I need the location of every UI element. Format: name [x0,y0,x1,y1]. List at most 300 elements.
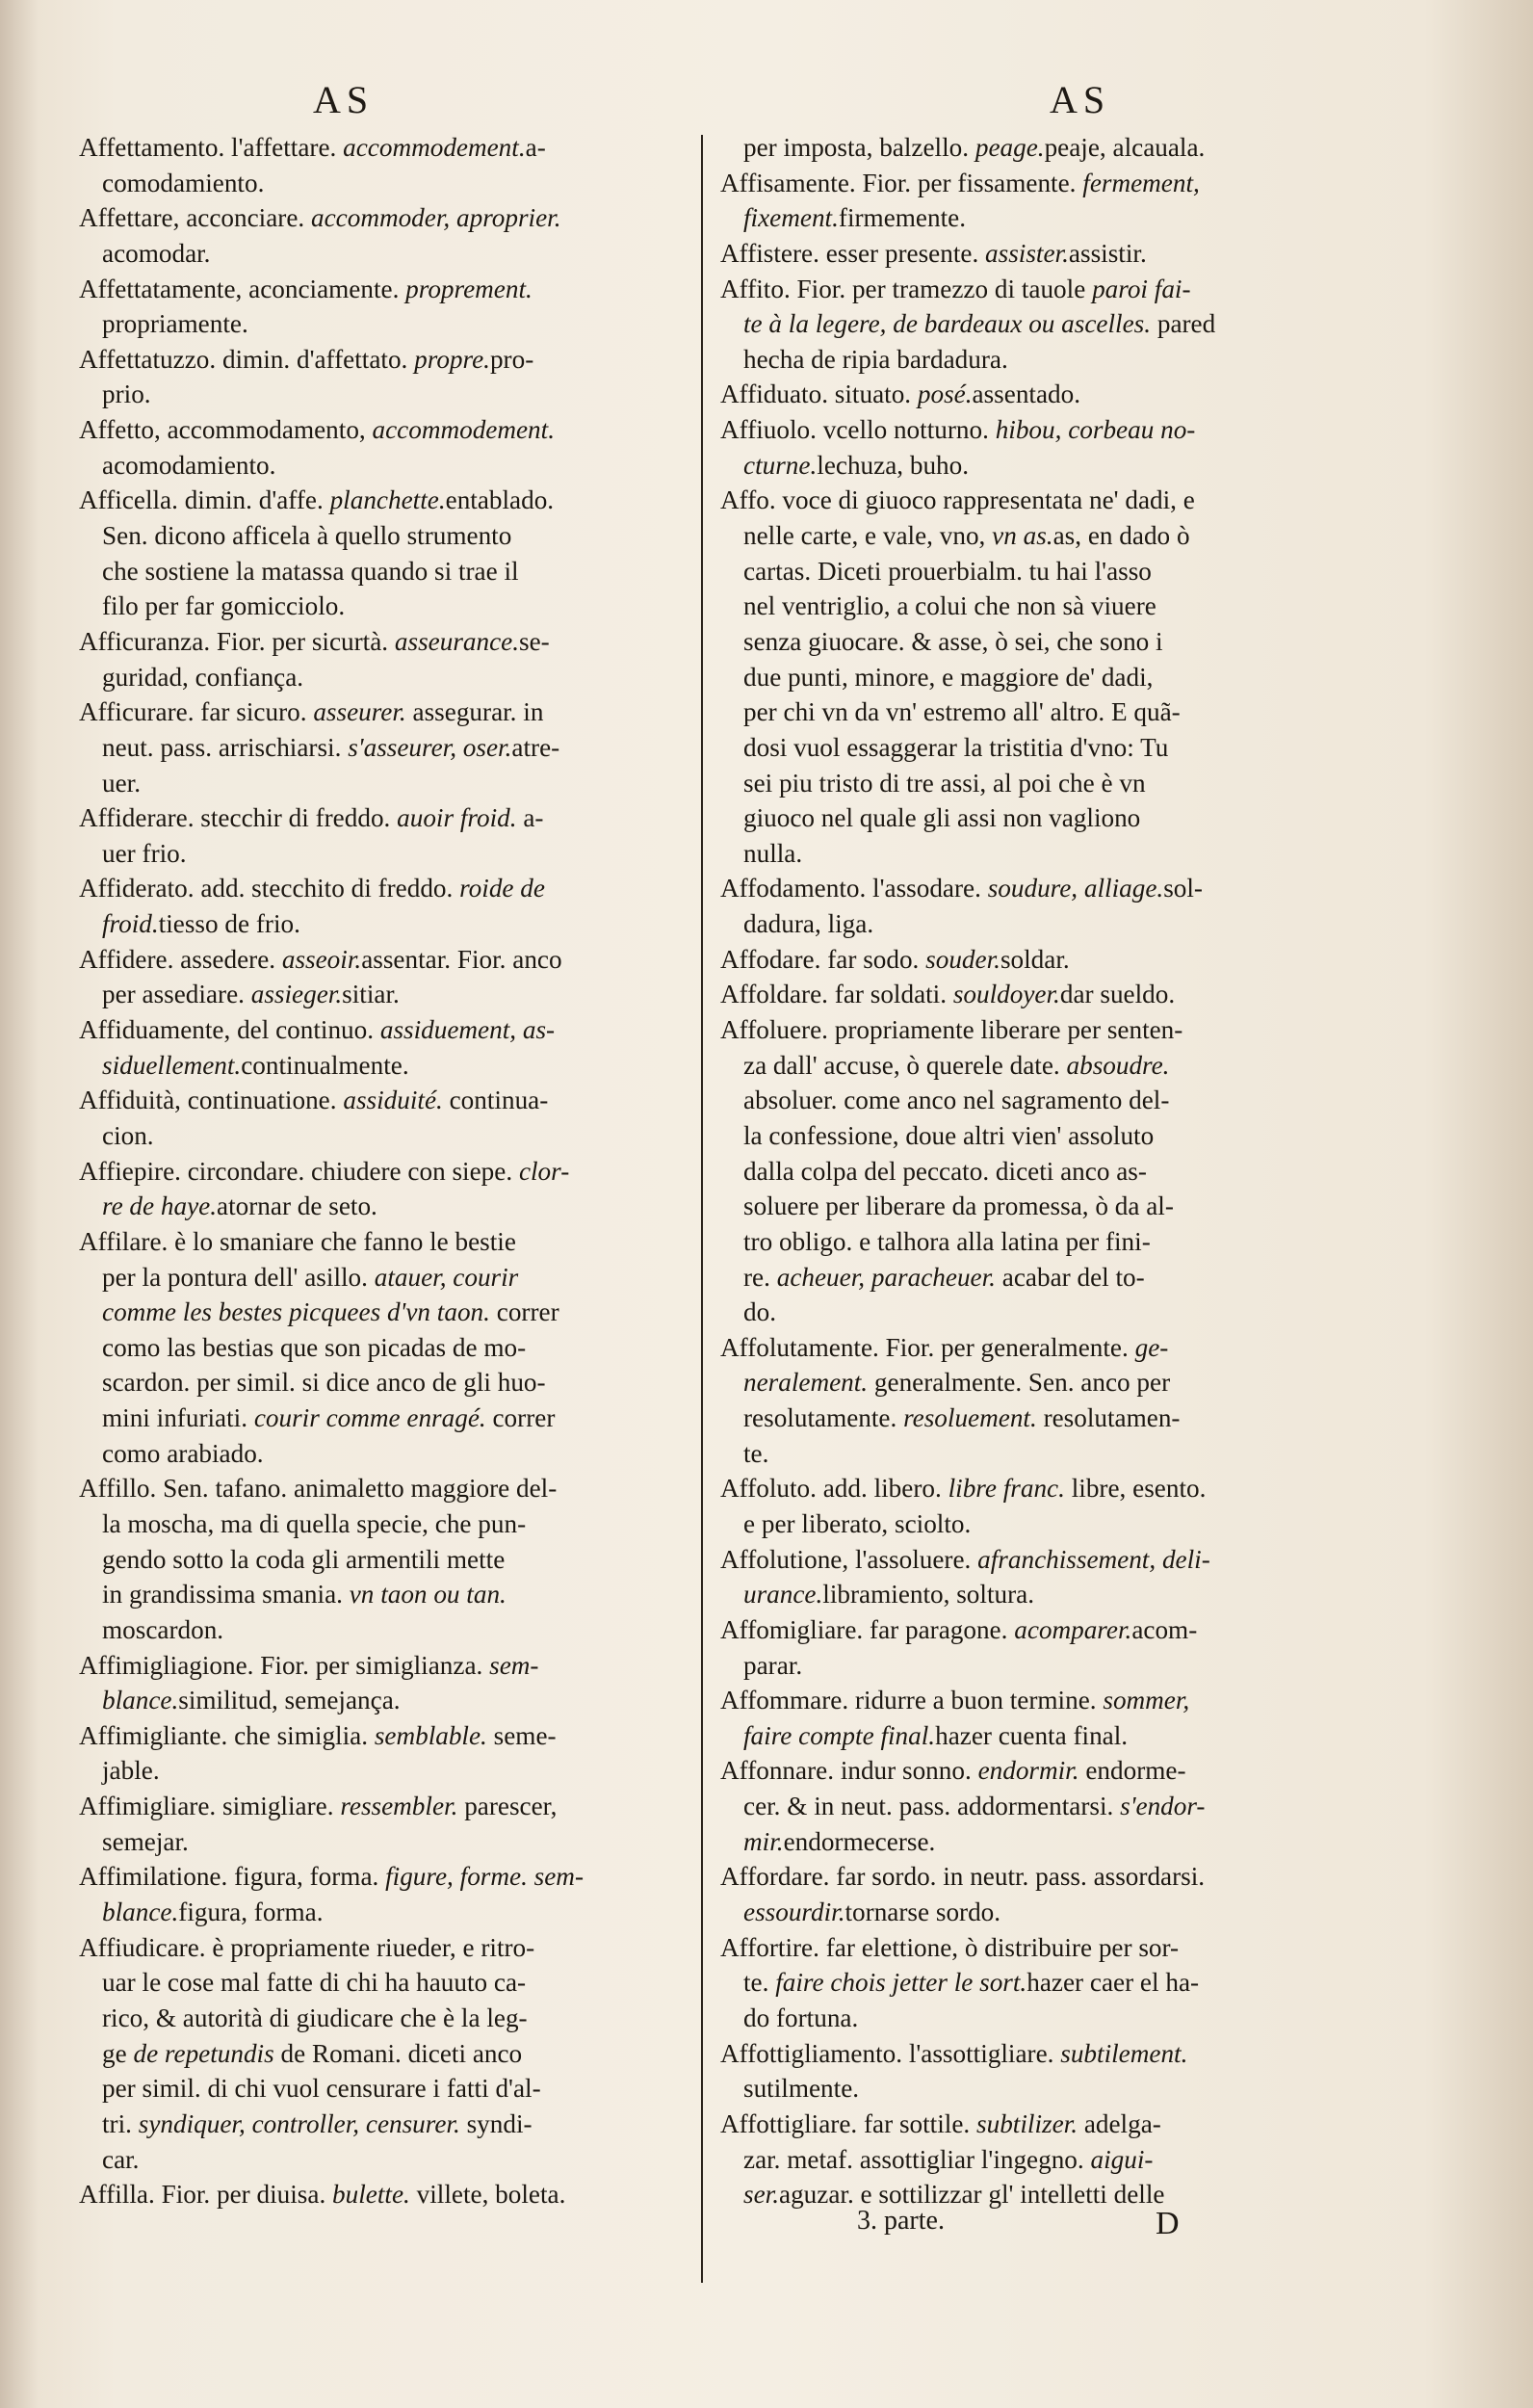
line-text: uer. [102,768,142,798]
line-text: in grandissima smania. [102,1580,350,1610]
dictionary-line [720,942,1356,978]
line-text: Affito. Fior. per tramezzo di tauole [720,274,1093,303]
line-rest: atornar de seto. [217,1191,377,1221]
line-text: Affisamente. Fior. per fissamente. [720,168,1083,197]
dictionary-line [720,589,1356,624]
dictionary-line [79,1154,715,1190]
line-rest: continua- [442,1086,549,1115]
line-rest: sitiar. [342,980,400,1009]
line-text: Afficuranza. Fior. per sicurtà. [79,626,395,656]
dictionary-line [720,906,1356,942]
line-rest: libre, esento. [1064,1474,1207,1504]
line-text: Affimigliante. che simiglia. [79,1720,375,1750]
dictionary-line [720,342,1356,378]
line-text: Affoluto. add. libero. [720,1474,948,1504]
french-equivalent: ser. [743,2180,780,2210]
dictionary-line [79,1859,715,1895]
line-text: do. [743,1297,776,1327]
dictionary-line [79,2142,715,2178]
dictionary-line [79,1118,715,1154]
french-equivalent: s'asseurer, oser. [348,732,512,762]
line-text: per chi vn da vn' estremo all' altro. E quã- [743,697,1181,727]
dictionary-line [720,2107,1356,2142]
line-rest: tornarse sordo. [844,1898,1001,1927]
dictionary-line [720,2142,1356,2178]
dictionary-line [720,1400,1356,1436]
french-equivalent: subtilizer. [976,2108,1078,2138]
dictionary-line [79,1930,715,1966]
line-rest: as, en dado ò [1052,521,1190,551]
line-rest: acom- [1131,1614,1198,1644]
french-equivalent: hibou, corbeau no- [995,415,1196,445]
dictionary-line [720,448,1356,484]
french-equivalent: ressembler. [340,1792,458,1821]
dictionary-line [720,1930,1356,1966]
dictionary-line [79,2071,715,2107]
french-equivalent: soudure, alliage. [987,874,1164,903]
dictionary-line [720,1012,1356,1048]
dictionary-line [79,554,715,589]
line-text: Affommare. ridurre a buon termine. [720,1686,1104,1715]
french-equivalent: comme les bestes picquees d'vn taon. [102,1297,490,1327]
line-rest: aguzar. e sottilizzar gl' intelletti delle [779,2180,1165,2210]
dictionary-line [720,306,1356,342]
french-equivalent: blance. [102,1898,179,1927]
dictionary-line [79,1895,715,1930]
line-text: Affimigliare. simigliare. [79,1792,341,1821]
line-text: absoluer. come anco nel sagramento del- [743,1086,1170,1115]
dictionary-line [79,1471,715,1506]
line-text: gendo sotto la coda gli armentili mette [102,1544,506,1574]
dictionary-line [720,236,1356,272]
line-rest: seme- [486,1720,557,1750]
line-text: uer frio. [102,838,187,868]
dictionary-line [720,624,1356,660]
dictionary-line [79,1330,715,1366]
dictionary-line [79,1365,715,1400]
french-equivalent: roide de [459,874,545,903]
french-equivalent: essourdir. [743,1898,845,1927]
dictionary-line [79,1683,715,1718]
line-text: Affilla. Fior. per diuisa. [79,2180,333,2210]
line-text: Affolutamente. Fior. per generalmente. [720,1332,1135,1362]
french-equivalent: paroi fai- [1092,274,1191,303]
dictionary-line [720,1577,1356,1612]
line-text: Affodare. far sodo. [720,944,926,974]
dictionary-line [79,1753,715,1789]
line-text: neut. pass. arrischiarsi. [102,732,349,762]
dictionary-line [79,1789,715,1824]
french-equivalent: asseoir. [281,944,362,974]
line-text: Affilare. è lo smaniare che fanno le bestie [79,1226,516,1256]
dictionary-line [720,1330,1356,1366]
line-text: soluere per liberare da promessa, ò da al- [743,1191,1174,1221]
line-text: como las bestias que son picadas de mo- [102,1332,527,1362]
line-text: car. [102,2144,140,2174]
line-text: e per liberato, sciolto. [743,1508,972,1538]
dictionary-line [79,2001,715,2036]
french-equivalent: asseurer. [313,697,406,727]
line-text: Affettare, acconciare. [79,203,311,233]
line-rest: syndi- [459,2108,533,2138]
line-text: do fortuna. [743,2002,859,2032]
dictionary-line [79,272,715,307]
line-rest: similitud, semejança. [178,1686,401,1715]
gathering-letter: D [1156,2206,1180,2241]
dictionary-line [79,800,715,836]
line-rest: sol- [1163,874,1203,903]
line-text: Affidere. assedere. [79,944,282,974]
line-rest: libramiento, soltura. [822,1580,1035,1610]
line-text: rico, & autorità di giudicare che è la leg- [102,2002,528,2032]
running-head-left: AS [313,78,375,121]
line-text: per assediare. [102,980,251,1009]
french-equivalent: siduellement. [102,1050,242,1080]
dictionary-line [79,1189,715,1224]
french-equivalent: figure, forme. sem- [385,1862,584,1892]
dictionary-line [79,942,715,978]
line-text: nel ventriglio, a colui che non sà viuere [743,591,1156,621]
line-text: Affiduamente, del continuo. [79,1015,380,1045]
dictionary-line [79,660,715,695]
line-text: ge [102,2038,134,2068]
french-equivalent: semblable. [374,1720,487,1750]
french-equivalent: proprement. [405,274,533,303]
dictionary-line [720,871,1356,906]
dictionary-line [720,1612,1356,1648]
french-equivalent: faire compte final. [743,1720,936,1750]
dictionary-line [79,1048,715,1084]
line-text: dalla colpa del peccato. diceti anco as- [743,1156,1147,1186]
dictionary-line [79,1260,715,1296]
dictionary-line [720,730,1356,766]
line-rest: tiesso de frio. [158,909,300,939]
line-text: tro obligo. e talhora alla latina per fini- [743,1226,1151,1256]
dictionary-line [720,1789,1356,1824]
line-text: scardon. per simil. si dice anco de gli huo- [102,1368,546,1398]
dictionary-line [720,166,1356,201]
line-text: cion. [102,1120,154,1150]
line-text: za dall' accuse, ò querele date. [743,1050,1067,1080]
french-equivalent: resoluement. [903,1403,1037,1433]
line-text: che sostiene la matassa quando si trae il [102,556,519,586]
line-text: Affiudicare. è propriamente riueder, e ritro- [79,1932,535,1962]
french-equivalent: souldoyer. [952,980,1060,1009]
french-equivalent: clor- [518,1156,570,1186]
dictionary-line [79,166,715,201]
line-text: moscardon. [102,1614,224,1644]
dictionary-line [720,1471,1356,1506]
line-rest: resolutamen- [1036,1403,1181,1433]
dictionary-line [79,412,715,448]
french-equivalent: re de haye. [102,1191,218,1221]
dictionary-line [79,236,715,272]
french-equivalent: asseurance. [394,626,520,656]
dictionary-line [720,1859,1356,1895]
french-equivalent: froid. [102,909,159,939]
french-equivalent: absoudre. [1066,1050,1170,1080]
dictionary-line [720,1753,1356,1789]
dictionary-line [79,836,715,872]
dictionary-line [79,200,715,236]
dictionary-line [720,200,1356,236]
line-text: giuoco nel quale gli assi non vagliono [743,803,1141,833]
dictionary-line [79,1718,715,1754]
french-equivalent: planchette. [329,485,446,515]
french-equivalent: atauer, courir [374,1262,519,1292]
line-text: filo per far gomicciolo. [102,591,346,621]
line-rest: endorme- [1078,1756,1186,1786]
dictionary-line [79,1577,715,1612]
dictionary-line [79,1224,715,1260]
line-text: guridad, confiança. [102,662,304,692]
dictionary-line [79,1612,715,1648]
line-rest: lechuza, buho. [817,450,970,480]
line-text: Affottigliamento. l'assottigliare. [720,2038,1061,2068]
line-text: Affo. voce di giuoco rappresentata ne' dadi, e [720,485,1195,515]
line-text: Affiduità, continuatione. [79,1086,344,1115]
line-text: mini infuriati. [102,1403,254,1433]
dictionary-line [79,306,715,342]
dictionary-line [720,2036,1356,2072]
dictionary-line [79,448,715,484]
dictionary-line [720,1648,1356,1684]
line-text: acomodamiento. [102,450,276,480]
dictionary-line [720,660,1356,695]
dictionary-line [79,342,715,378]
dictionary-line [720,1118,1356,1154]
french-equivalent: posé. [917,380,973,409]
french-equivalent: courir comme enragé. [253,1403,486,1433]
line-text: Affimigliagione. Fior. per simiglianza. [79,1650,490,1680]
line-text: senza giuocare. & asse, ò sei, che sono i [743,626,1163,656]
signature-mark: 3. parte. [857,2206,945,2236]
line-text: per imposta, balzello. [743,133,975,162]
line-text: cartas. Diceti prouerbialm. tu hai l'asso [743,556,1152,586]
dictionary-line [79,977,715,1012]
dictionary-line [79,1295,715,1330]
dictionary-line [720,977,1356,1012]
line-rest: assentar. Fior. anco [361,944,562,974]
line-text: Affillo. Sen. tafano. animaletto maggiore del- [79,1474,558,1504]
line-text: Affiderato. add. stecchito di freddo. [79,874,460,903]
line-text: uar le cose mal fatte di chi ha hauuto ca- [102,1968,527,1998]
line-rest: entablado. [445,485,555,515]
line-rest: dar sueldo. [1059,980,1176,1009]
line-text: Sen. dicono afficela à quello strumento [102,521,512,551]
line-text: Affimilatione. figura, forma. [79,1862,386,1892]
line-text: Affiuolo. vcello notturno. [720,415,996,445]
line-text: Affordare. far sordo. in neutr. pass. assordarsi. [720,1862,1206,1892]
dictionary-line [79,1965,715,2001]
dictionary-line [79,2177,715,2212]
dictionary-line [79,624,715,660]
line-rest: peaje, alcauala. [1044,133,1206,162]
dictionary-line [720,272,1356,307]
line-text: tri. [102,2108,139,2138]
line-rest: assistir. [1068,238,1147,268]
french-equivalent: assieger. [250,980,343,1009]
line-text: propriamente. [102,309,248,339]
french-equivalent: propre. [414,344,490,374]
dictionary-line [720,836,1356,872]
dictionary-line [720,2001,1356,2036]
dictionary-line [720,1365,1356,1400]
french-equivalent: accommodement. [343,133,526,162]
line-rest: pro- [489,344,534,374]
line-rest: a- [525,133,546,162]
line-text: te. [743,1438,769,1468]
french-equivalent: te à la legere, de bardeaux ou ascelles. [743,309,1152,339]
dictionary-line [79,1083,715,1118]
french-equivalent: acomparer. [1014,1614,1132,1644]
french-equivalent: souder. [925,944,1000,974]
line-text: comodamiento. [102,168,265,197]
line-rest: de Romani. diceti anco [273,2038,523,2068]
dictionary-line [79,694,715,730]
line-rest: figura, forma. [178,1898,324,1927]
line-text: per simil. di chi vuol censurare i fatti d'al- [102,2074,541,2104]
right-column [720,130,1356,2212]
line-text: te. [743,1968,776,1998]
line-rest: pared [1151,309,1216,339]
french-equivalent: auoir froid. [397,803,517,833]
dictionary-line [79,1824,715,1860]
line-rest: generalmente. Sen. anco per [868,1368,1171,1398]
line-text: Affetto, accommodamento, [79,415,373,445]
line-rest: continualmente. [241,1050,409,1080]
line-text: due punti, minore, e maggiore de' dadi, [743,662,1154,692]
dictionary-line [79,730,715,766]
line-text: dosi vuol essaggerar la tristitia d'vno: Tu [743,732,1169,762]
dictionary-line [79,906,715,942]
line-text: Affottigliare. far sottile. [720,2108,977,2138]
line-text: la confessione, doue altri vien' assoluto [743,1120,1155,1150]
dictionary-line [720,377,1356,412]
line-rest: se- [519,626,550,656]
line-text: sei piu tristo di tre assi, al poi che è vn [743,768,1146,798]
left-column [79,130,715,2212]
dictionary-line [720,1824,1356,1860]
dictionary-line [720,1083,1356,1118]
dictionary-line [720,130,1356,166]
line-text: Affettatuzzo. dimin. d'affettato. [79,344,415,374]
line-text: hecha de ripia bardadura. [743,344,1008,374]
french-equivalent: afranchissement, deli- [977,1544,1210,1574]
line-rest: assentado. [972,380,1081,409]
french-equivalent: subtilement. [1060,2038,1188,2068]
line-text: Affortire. far elettione, ò distribuire per sor- [720,1932,1180,1962]
dictionary-line [79,130,715,166]
line-text: resolutamente. [743,1403,904,1433]
line-text: Affoldare. far soldati. [720,980,953,1009]
line-text: prio. [102,380,151,409]
dictionary-line [79,2107,715,2142]
dictionary-line [720,1965,1356,2001]
dictionary-line [720,1295,1356,1330]
dictionary-line [720,1260,1356,1296]
french-equivalent: aigui- [1090,2144,1154,2174]
dictionary-line [720,1718,1356,1754]
dictionary-line [720,1048,1356,1084]
french-equivalent: syndiquer, controller, censurer. [138,2108,460,2138]
dictionary-line [79,1648,715,1684]
dictionary-line [79,589,715,624]
french-equivalent: de repetundis [133,2038,274,2068]
dictionary-line [79,377,715,412]
french-equivalent: sommer, [1103,1686,1190,1715]
dictionary-line [720,483,1356,518]
dictionary-line [720,554,1356,589]
french-equivalent: assiduité. [343,1086,443,1115]
line-rest: hazer caer el ha- [1026,1968,1200,1998]
line-text: la moscha, ma di quella specie, che pun- [102,1508,527,1538]
dictionary-line [720,2177,1356,2212]
line-text: Affistere. esser presente. [720,238,986,268]
line-rest: hazer cuenta final. [935,1720,1129,1750]
french-equivalent: urance. [743,1580,823,1610]
french-equivalent: faire chois jetter le sort. [775,1968,1027,1998]
french-equivalent: accommoder, aproprier. [311,203,561,233]
french-equivalent: mir. [743,1826,784,1856]
dictionary-line [720,1542,1356,1578]
french-equivalent: s'endor- [1120,1792,1206,1821]
dictionary-line [720,766,1356,801]
dictionary-line [720,1506,1356,1542]
line-text: como arabiado. [102,1438,264,1468]
french-equivalent: bulette. [332,2180,410,2210]
line-text: Affiepire. circondare. chiudere con siepe. [79,1156,519,1186]
line-text: sutilmente. [743,2074,860,2104]
line-text: Affoluere. propriamente liberare per senten- [720,1015,1183,1045]
dictionary-line [79,483,715,518]
dictionary-line [79,518,715,554]
dictionary-line [720,1436,1356,1472]
line-text: Affodamento. l'assodare. [720,874,988,903]
dictionary-line [720,412,1356,448]
dictionary-line [79,1506,715,1542]
french-equivalent: neralement. [743,1368,869,1398]
line-text: Affettatamente, aconciamente. [79,274,406,303]
line-text: acomodar. [102,238,211,268]
line-text: Afficurare. far sicuro. [79,697,314,727]
line-text: nelle carte, e vale, vno, [743,521,993,551]
line-text: Affiderare. stecchir di freddo. [79,803,398,833]
french-equivalent: cturne. [743,450,818,480]
dictionary-line [720,1683,1356,1718]
french-equivalent: blance. [102,1686,179,1715]
line-text: dadura, liga. [743,909,874,939]
dictionary-line [720,694,1356,730]
line-text: Affolutione, l'assoluere. [720,1544,978,1574]
french-equivalent: assiduement, as- [379,1015,556,1045]
french-equivalent: fermement, [1082,168,1200,197]
line-text: Affonnare. indur sonno. [720,1756,978,1786]
line-rest: adelga- [1078,2108,1161,2138]
line-text: nulla. [743,838,803,868]
dictionary-line [720,2071,1356,2107]
line-text: zar. metaf. assottigliar l'ingegno. [743,2144,1091,2174]
line-text: per la pontura dell' asillo. [102,1262,375,1292]
line-rest: villete, boleta. [409,2180,566,2210]
running-head-right: AS [1050,78,1111,121]
line-text: parar. [743,1650,803,1680]
line-rest: assegurar. in [405,697,544,727]
line-rest: soldar. [1000,944,1070,974]
dictionary-line [720,1189,1356,1224]
line-text: Affettamento. l'affettare. [79,133,344,162]
dictionary-line [79,1436,715,1472]
